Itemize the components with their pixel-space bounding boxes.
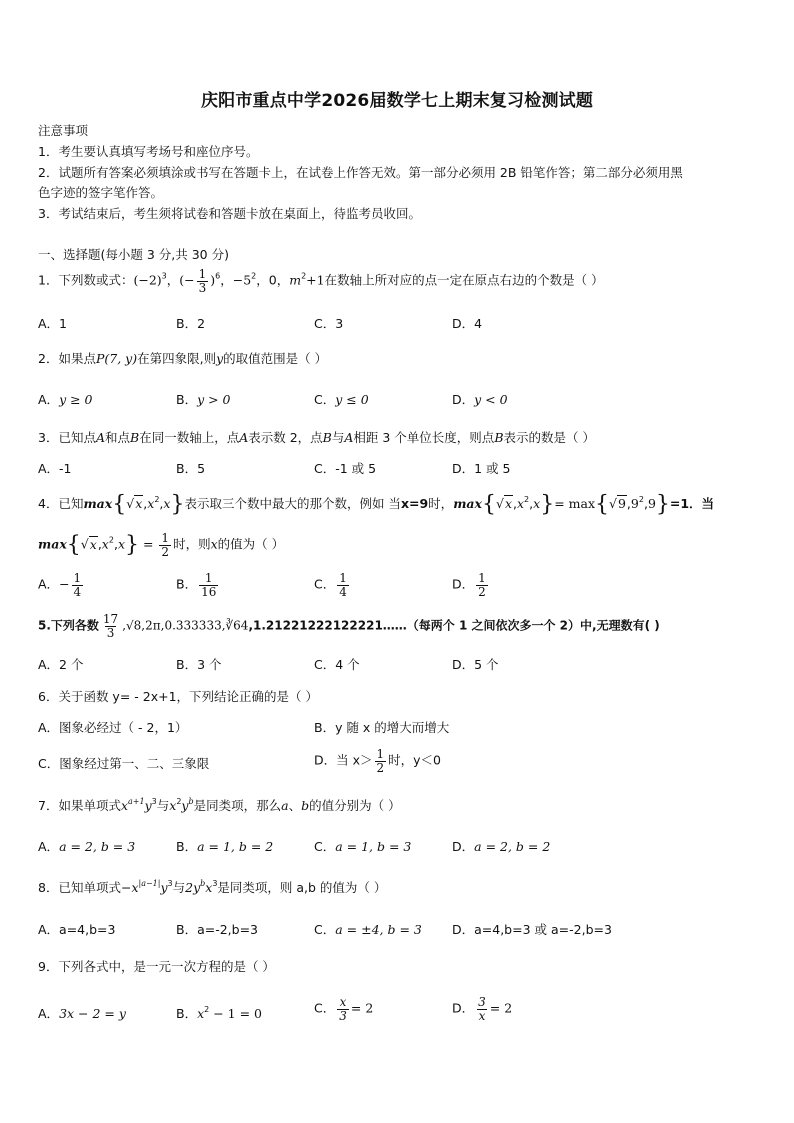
question-7: [38, 796, 401, 814]
q8-c-math: a = ±4, b = 3: [335, 922, 422, 937]
q5-list: ,√8,2π,0.333333,∛64: [122, 618, 249, 633]
q4-c-frac: [337, 572, 349, 598]
q3-part-a: 3．已知点: [38, 430, 96, 445]
q5-option-a: A．2 个: [38, 657, 84, 672]
q6-d-num: 1: [376, 747, 385, 761]
q8-option-c: [314, 920, 422, 938]
question-2: [38, 349, 327, 367]
q3-part-d: 表示数 2，点: [248, 430, 323, 445]
q7-x-1: x: [120, 798, 129, 813]
q4-a-num: 1: [73, 571, 82, 585]
q4-x-sq-1: x: [147, 496, 155, 511]
q4-a-label: A．: [38, 576, 60, 592]
q3-part-b: 和点: [104, 430, 130, 445]
q2-option-c: [314, 390, 369, 408]
q4-sqrt-x-3: x: [89, 536, 97, 552]
q7-y-1: y: [144, 798, 152, 813]
q9-c-rest: = 2: [350, 1000, 374, 1016]
q1-term-1: (−2): [133, 272, 162, 288]
q9-b-exp: 2: [204, 1005, 210, 1014]
q5-frac-den: 3: [106, 625, 115, 640]
q4-x-sq-2: x: [516, 496, 525, 511]
question-5: [38, 613, 660, 639]
q4-option-b: [176, 572, 220, 598]
q4-sqrt-2: √x: [495, 496, 512, 511]
q7-b-math: a = 1, b = 2: [197, 839, 274, 854]
q8-option-d: D．a=4,b=3 或 a=-2,b=3: [452, 922, 612, 937]
q8-option-a: A．a=4,b=3: [38, 922, 116, 937]
q3-part-c: 在同一数轴上，点: [139, 430, 240, 445]
q8-mid: 与: [172, 880, 186, 895]
q3-option-b: B．5: [176, 461, 206, 476]
q7-option-d: [452, 837, 550, 855]
q4-sqrt-3: √x: [80, 536, 97, 552]
q4-b-frac: [199, 572, 218, 598]
q7-d-math: a = 2, b = 2: [474, 839, 551, 854]
q9-option-d: [452, 996, 512, 1022]
q9-b-math: x: [197, 1006, 205, 1021]
q8-option-b: B．a=-2,b=3: [176, 922, 259, 937]
q3-option-d: D．1 或 5: [452, 461, 511, 476]
q6-d-frac: [375, 748, 387, 774]
q7-tail-2: 的值分别为（ ）: [309, 798, 401, 813]
q8-x-2: x: [205, 880, 213, 895]
q4-half-den: 2: [161, 544, 170, 559]
q4-x-1: x: [163, 496, 171, 511]
q7-exp-2: 2: [176, 797, 182, 806]
q4-c-label: C．: [314, 576, 336, 592]
q7-b: b: [301, 798, 310, 813]
q8-y-1: y: [160, 880, 168, 895]
q4-brace-close-1: }: [170, 492, 185, 517]
q4-half-num: 1: [161, 531, 170, 545]
q7-option-b: [176, 837, 273, 855]
q6-d-pre: D．当 x＞: [314, 752, 373, 768]
note-1: 1．考生要认真填写考场号和座位序号。: [38, 144, 259, 159]
q4-brace-open-3: {: [595, 492, 609, 517]
q7-mid: 与: [156, 798, 170, 813]
q1-tail: 在数轴上所对应的点一定在原点右边的个数是（ ）: [324, 272, 604, 288]
q4-exp-2: 2: [524, 495, 530, 504]
q4-sqrt-x-1: x: [135, 496, 143, 511]
q1-frac-den: 3: [198, 280, 207, 295]
q3-point-a-2: A: [239, 430, 249, 445]
q4-b-num: 1: [204, 571, 213, 585]
q4-x-3: x: [117, 536, 125, 552]
q6-option-c: C．图象经过第一、二、三象限: [38, 756, 210, 771]
q4-max-1: max: [83, 496, 113, 511]
q4-pre: 4．已知: [38, 496, 84, 511]
q5-rest: ,1.21221222122221……（每两个 1 之间依次多一个 2）中,无理数有( ): [248, 618, 660, 633]
q1-number: 1．下列数或式：: [38, 272, 134, 288]
q3-point-b-3: B: [494, 430, 504, 445]
q1-term-4: ，−5: [220, 272, 252, 288]
q7-x-2: x: [169, 798, 177, 813]
note-2-line-2: 色字迹的签字笔作答。: [38, 185, 164, 200]
q7-c-label: C．: [314, 839, 336, 854]
q5-pre: 5.下列各数: [38, 618, 99, 633]
q7-y-2: y: [181, 798, 189, 813]
question-9: 9．下列各式中，是一元一次方程的是（ ）: [38, 959, 275, 974]
question-6: 6．关于函数 y= - 2x+1，下列结论正确的是（ ）: [38, 689, 319, 704]
q1-exp-3: 2: [251, 271, 257, 281]
q4-nine-1: 9: [617, 496, 626, 511]
q4-exp-1: 2: [154, 495, 160, 504]
q9-c-label: C．: [314, 1000, 336, 1016]
q1-option-c: C．3: [314, 316, 344, 331]
q1-term-3: ): [210, 272, 216, 288]
q7-exp-3: 3: [151, 797, 157, 806]
q9-option-b: [176, 1004, 262, 1022]
note-2-line-1: 2．试题所有答案必须填涂或书写在答题卡上，在试卷上作答无效。第一部分必须用 2B 铅笔作答；第二部分必须用黑: [38, 165, 683, 180]
question-1: [38, 268, 604, 294]
q2-option-d: [452, 390, 508, 408]
q9-option-a: [38, 1004, 126, 1022]
q4-exp-4: 2: [108, 535, 114, 545]
q1-exp-1: 3: [161, 271, 167, 281]
q6-option-b: B．y 随 x 的增大而增大: [314, 720, 450, 735]
q9-b-rest: − 1 = 0: [209, 1006, 262, 1021]
q4-d-den: 2: [478, 584, 486, 599]
q4-eq-max: = max: [554, 496, 595, 511]
q1-exp-4: 2: [301, 271, 307, 281]
q3-part-e: 与: [331, 430, 345, 445]
q9-c-num: x: [339, 995, 347, 1009]
q4-x: x: [210, 536, 218, 552]
q2-option-b: [176, 390, 231, 408]
q4-sqrt-9: √9: [609, 496, 626, 511]
q6-d-post: 时，y＜0: [388, 752, 441, 768]
q2-mid: 在第四象限,则: [137, 351, 217, 366]
q4-nine-3: 9: [647, 496, 656, 511]
q8-c-label: C．: [314, 922, 336, 937]
q5-option-d: D．5 个: [452, 657, 499, 672]
q8-tail: 是同类项，则 a,b 的值为（ ）: [217, 880, 387, 895]
q9-option-c: [314, 996, 373, 1022]
q5-option-b: B．3 个: [176, 657, 222, 672]
q7-c-math: a = 1, b = 3: [335, 839, 412, 854]
q4-x-equals: x=9: [400, 496, 429, 511]
q4-x-sq-3: x: [101, 536, 109, 552]
q7-pre: 7．如果单项式: [38, 798, 121, 813]
q1-exp-2: 6: [215, 271, 221, 281]
q2-d-label: D．: [452, 392, 475, 407]
q4-x-2: x: [533, 496, 541, 511]
q4-d-num: 1: [478, 571, 486, 585]
q4-max-3: max: [38, 536, 67, 552]
q3-part-f: 相距 3 个单位长度，则点: [353, 430, 495, 445]
q8-term-1: −x: [120, 880, 139, 895]
q8-exp-b: b: [200, 879, 206, 888]
q4-nine-2: 9: [630, 496, 639, 511]
q9-d-den: x: [478, 1008, 486, 1023]
q1-option-a: A．1: [38, 316, 68, 331]
q5-frac-num: 17: [102, 612, 119, 626]
q1-frac-num: 1: [198, 267, 207, 281]
question-4: 4．已知$\max\{√x,x^2,x\}$表示取三个数中最大的那个数，例如 当x=9时，$\max\{√x,x^2,x\}= \max\{√9,9^2,9\}=1$．当: [38, 492, 715, 517]
q2-a-label: A．: [38, 392, 60, 407]
q7-d-label: D．: [452, 839, 475, 854]
q7-b-label: B．: [176, 839, 198, 854]
page-title: 庆阳市重点中学2026届数学七上期末复习检测试题: [200, 91, 594, 111]
q4-brace-open-4: {: [66, 532, 81, 558]
q1-term-5: ，0，: [256, 272, 290, 288]
q8-exp-abs: |a−1|: [138, 879, 161, 888]
q2-y: y: [216, 351, 224, 366]
q4-option-a: [38, 572, 85, 598]
q1-option-b: B．2: [176, 316, 206, 331]
q2-pre: 2．如果点: [38, 351, 96, 366]
q4-tail-2: 的值为（ ）: [217, 536, 285, 552]
q8-term-2: 2y: [185, 880, 201, 895]
q9-c-frac: [337, 996, 349, 1022]
question-8: [38, 878, 386, 896]
q4-brace-open-1: {: [112, 492, 127, 517]
q3-option-a: A．-1: [38, 461, 72, 476]
q3-point-b-2: B: [322, 430, 332, 445]
q4-c-den: 4: [339, 584, 347, 599]
q2-a-math: y ≥ 0: [59, 392, 93, 407]
q6-d-den: 2: [376, 760, 385, 775]
q6-option-d: [314, 748, 441, 774]
q7-a-math: a = 2, b = 3: [59, 839, 136, 854]
q7-exp-b: b: [188, 797, 194, 806]
q4-a-frac: [72, 572, 84, 598]
q4-a-sign: −: [59, 576, 70, 592]
question-3: [38, 428, 595, 446]
q4-mid: 表示取三个数中最大的那个数，例如 当: [184, 496, 401, 511]
q4-exp-3: 2: [638, 495, 644, 504]
q2-point: P(7, y): [95, 351, 138, 366]
q2-c-math: y ≤ 0: [335, 392, 369, 407]
q2-tail: 的取值范围是（ ）: [223, 351, 328, 366]
q8-exp-3a: 3: [167, 879, 173, 888]
q4-sqrt-1: √x: [126, 496, 143, 511]
q2-c-label: C．: [314, 392, 336, 407]
q1-term-6: m: [289, 272, 302, 288]
q2-option-a: [38, 390, 93, 408]
q1-option-d: D．4: [452, 316, 483, 331]
q4-c-num: 1: [339, 571, 347, 585]
q1-term-2: ，(−: [166, 272, 195, 288]
q4-tail: =1．当: [669, 496, 715, 511]
q3-point-a-1: A: [95, 430, 105, 445]
q4-brace-open-2: {: [481, 492, 496, 517]
q9-c-den: 3: [339, 1008, 347, 1023]
q4-b-label: B．: [176, 576, 198, 592]
q4-brace-close-4: }: [125, 532, 139, 558]
note-3: 3．考试结束后，考生须将试卷和答题卡放在桌面上，待监考员收回。: [38, 206, 421, 221]
q9-d-frac: [476, 996, 488, 1022]
q2-d-math: y < 0: [474, 392, 508, 407]
q9-a-label: A．: [38, 1006, 60, 1021]
q4-sqrt-x-2: x: [504, 496, 512, 511]
q4-mid-2: 时，: [428, 496, 454, 511]
q2-b-label: B．: [176, 392, 198, 407]
q3-part-g: 表示的数是（ ）: [503, 430, 595, 445]
q1-term-7: +1: [306, 272, 325, 288]
q7-option-c: [314, 837, 411, 855]
q7-a: a: [281, 798, 289, 813]
q7-a-label: A．: [38, 839, 60, 854]
q2-b-math: y > 0: [197, 392, 231, 407]
q5-frac: [101, 613, 120, 639]
q9-d-rest: = 2: [489, 1000, 513, 1016]
q4-d-frac: [476, 572, 488, 598]
q6-option-a: A．图象必经过（ - 2，1）: [38, 720, 188, 735]
q7-exp-a1: a+1: [128, 797, 145, 806]
q1-fraction: [197, 268, 209, 294]
q8-pre: 8．已知单项式: [38, 880, 121, 895]
notes-heading: 注意事项: [38, 123, 89, 138]
q4-half: [159, 532, 171, 558]
q7-sep: 、: [288, 798, 302, 813]
q9-b-label: B．: [176, 1006, 198, 1021]
q4-max-2: max: [453, 496, 482, 511]
q9-a-math: 3x − 2 = y: [59, 1006, 126, 1021]
q7-option-a: [38, 837, 135, 855]
q9-d-label: D．: [452, 1000, 475, 1016]
q4-brace-close-2: }: [540, 492, 555, 517]
q4-a-den: 4: [73, 584, 82, 599]
q3-point-b-1: B: [130, 430, 140, 445]
section-heading: 一、选择题(每小题 3 分,共 30 分): [38, 247, 229, 262]
question-4-line-2: $\max\{√x,x^2,x\}$ = $\frac{1}{2}$ 时，则x的值为（ ）: [38, 531, 285, 559]
q4-then: 时，则: [173, 536, 211, 552]
q9-d-num: 3: [478, 995, 486, 1009]
q4-brace-close-3: }: [655, 492, 670, 517]
q3-point-a-3: A: [344, 430, 354, 445]
q3-option-c: C．-1 或 5: [314, 461, 377, 476]
q4-b-den: 16: [201, 584, 217, 599]
q4-option-c: [314, 572, 351, 598]
q4-option-d: [452, 572, 490, 598]
q5-option-c: C．4 个: [314, 657, 360, 672]
q8-exp-3b: 3: [212, 879, 218, 888]
q7-tail: 是同类项，那么: [193, 798, 282, 813]
q4-d-label: D．: [452, 576, 475, 592]
